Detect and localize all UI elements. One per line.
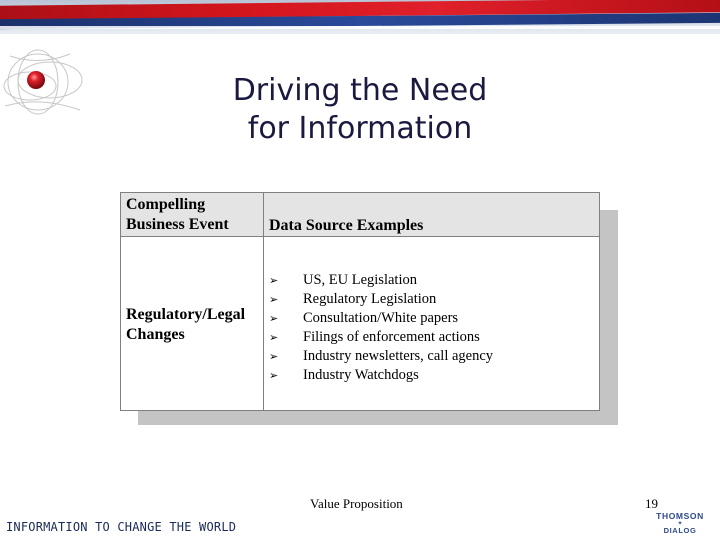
footer-tagline: INFORMATION TO CHANGE THE WORLD [6,520,237,534]
list-item [269,290,493,309]
list-item-label: US, EU Legislation [303,272,417,288]
list-item [269,347,493,366]
list-item-label: Filings of enforcement actions [303,329,480,345]
title-line-2: for Information [247,111,473,146]
slide-title [160,72,560,148]
top-banner [0,0,720,34]
thomson-dialog-logo [644,511,716,539]
header-data-source-examples: Data Source Examples [269,217,424,234]
banner-divider [0,26,720,29]
list-item [269,309,493,328]
list-item-label: Consultation/White papers [303,310,459,326]
list-item [269,366,493,385]
arrow-bullet-icon: ➢ [269,274,279,287]
arrow-bullet-icon: ➢ [269,312,279,325]
list-item [269,271,493,290]
list-item-label: Industry newsletters, call agency [303,348,494,364]
list-item-label: Regulatory Legislation [303,291,437,307]
arrow-bullet-icon: ➢ [269,293,279,306]
business-event-table [120,192,600,411]
brand-star-icon: ✦ [677,521,683,527]
arrow-bullet-icon: ➢ [269,350,279,363]
list-item-label: Industry Watchdogs [303,367,419,383]
title-line-1: Driving the Need [232,73,488,108]
data-source-list [269,271,493,385]
list-item [269,328,493,347]
arrow-bullet-icon: ➢ [269,369,279,382]
brand-line-2: DIALOG [663,526,697,535]
globe-orbit-logo-icon [0,36,90,126]
arrow-bullet-icon: ➢ [269,331,279,344]
page-number: 19 [645,496,658,511]
brand-line-1: THOMSON [656,511,704,521]
header-compelling-business-event: Compelling Business Event [126,196,229,233]
footer-section-label: Value Proposition [310,496,403,511]
column-divider [263,193,264,410]
row-regulatory-legal-changes: Regulatory/Legal Changes [126,306,246,343]
